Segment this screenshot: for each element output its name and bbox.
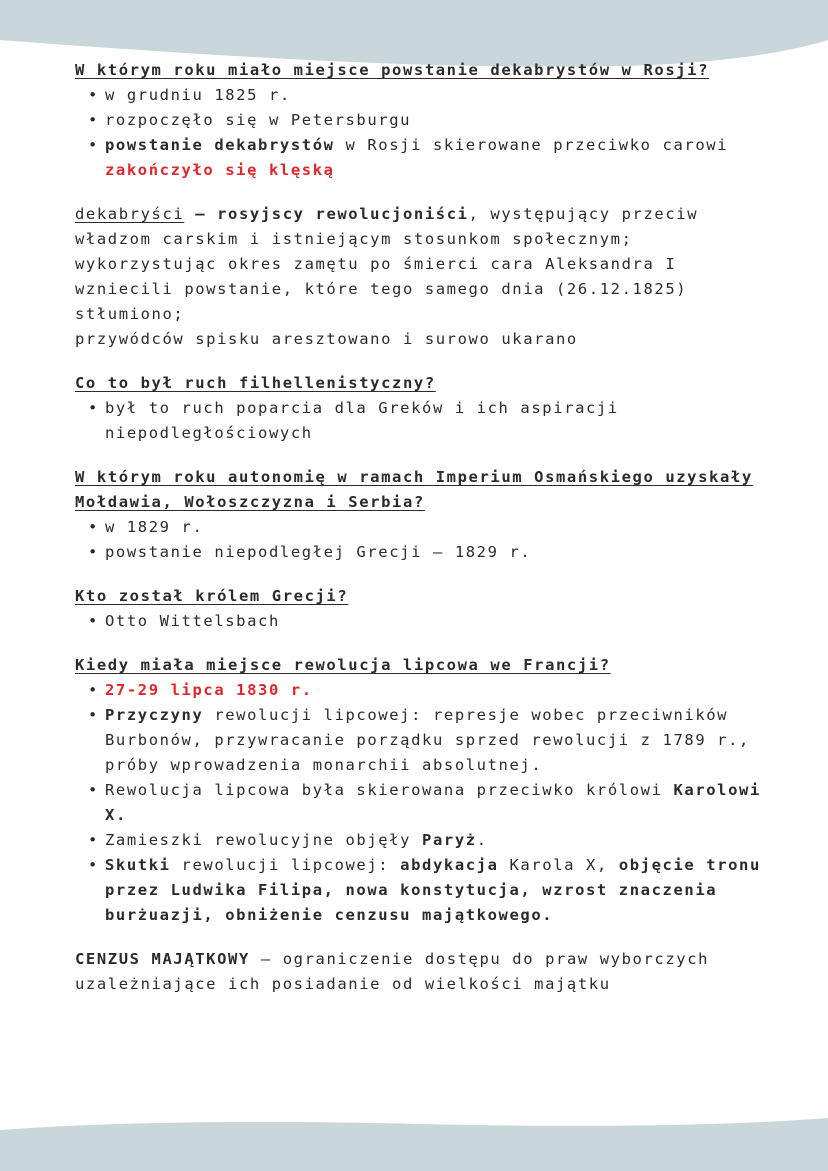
answer-list [75,515,775,565]
answer-list [75,609,775,634]
definition-line: wykorzystując okres zamętu po śmierci cara Aleksandra I wzniecili powstanie, które tego samego dnia (26.12.1825) stłumiono; [75,255,688,323]
definition-line: przywódców spisku aresztowano i surowo ukarano [75,330,578,348]
section-autonomy [75,465,775,565]
list-item: • Rewolucja lipcowa była skierowana przeciwko królowi Karolowi X. [75,778,775,828]
section-king-greece [75,584,775,634]
question-king-greece: Kto został królem Grecji? [75,587,349,605]
list-item: • był to ruch poparcia dla Greków i ich aspiracji niepodległościowych [75,396,775,446]
question-july-revolution: Kiedy miała miejsce rewolucja lipcowa we Francji? [75,656,611,674]
list-item: • w grudniu 1825 r. [75,83,775,108]
list-item: • powstanie niepodległej Grecji – 1829 r. [75,540,775,565]
definition: CENZUS MAJĄTKOWY – ograniczenie dostępu do praw wyborczych uzależniające ich posiadanie od wielkości majątku [75,950,710,993]
section-july-revolution [75,653,775,928]
definition: dekabryści – rosyjscy rewolucjoniści, występujący przeciw władzom carskim i istniejącym stosunkom społecznym; [75,205,699,248]
notes-content [75,58,775,1016]
question-philhellenism: Co to był ruch filhellenistyczny? [75,374,436,392]
list-item: • powstanie dekabrystów w Rosji skierowane przeciwko carowi zakończyło się klęską [75,133,775,183]
answer-list [75,678,775,928]
list-item: • Skutki rewolucji lipcowej: abdykacja Karola X, objęcie tronu przez Ludwika Filipa, nowa konstytucja, wzrost znaczenia burżuazji, obniżenie cenzusu majątkowego. [75,853,775,928]
question-decembrists: W którym roku miało miejsce powstanie dekabrystów w Rosji? [75,61,710,79]
list-item: • Otto Wittelsbach [75,609,775,634]
list-item: • w 1829 r. [75,515,775,540]
question-autonomy: W którym roku autonomię w ramach Imperium Osmańskiego uzyskały Mołdawia, Wołoszczyzna i Serbia? [75,468,753,511]
list-item: • Przyczyny rewolucji lipcowej: represje wobec przeciwników Burbonów, przywracanie porządku sprzed rewolucji z 1789 r., próby wprowadzenia monarchii absolutnej. [75,703,775,778]
answer-list [75,83,775,183]
section-census [75,947,775,997]
list-item: • rozpoczęło się w Petersburgu [75,108,775,133]
list-item: • Zamieszki rewolucyjne objęły Paryż. [75,828,775,853]
section-definition-decembrists [75,202,775,352]
section-philhellenism [75,371,775,446]
list-item: • 27-29 lipca 1830 r. [75,678,775,703]
answer-list [75,396,775,446]
section-decembrists [75,58,775,183]
